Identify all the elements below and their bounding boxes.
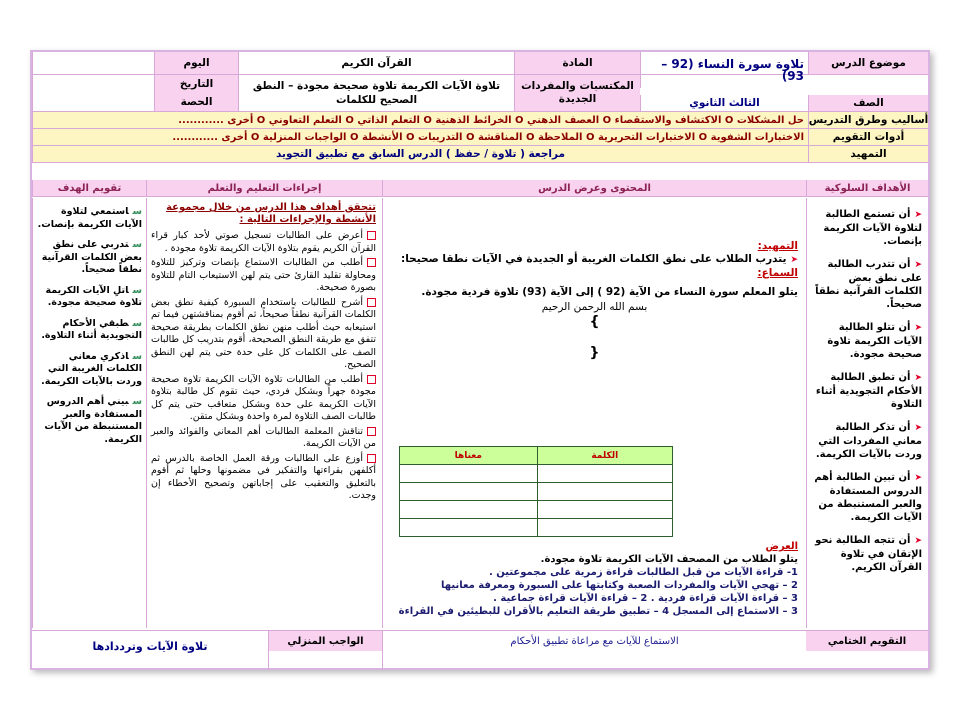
topic-label: موضوع الدرس — [808, 52, 928, 74]
col-header-objectives: الأهداف السلوكية — [806, 180, 928, 197]
objective-item: ➤أن تتلو الطالبة الآيات الكريمة تلاوة صحيحة مجودة. — [827, 322, 922, 360]
procedures-column — [146, 198, 382, 628]
table-row — [400, 447, 673, 465]
procedure-item: أشرح للطالبات باستخدام السبورة كيفية نطق بعض الكلمات القرآنية نطقاً صحيحاً، ثم أقوم بمناقشتهن فيما تم استيعابه حيث أطلب منهن نطق الكلمات بطريقة صحيحة تتفق مع طريقة النطق الصحيحة، أقوم بتدريب كل طالبات الصف على الكلمات كل على حدة حتى يتم لهن النطق الصحيح. — [151, 296, 376, 370]
final-eval-value-cell — [382, 630, 806, 670]
period-label: الحصة — [180, 96, 213, 108]
tools-label: أدوات التقويم — [808, 129, 928, 145]
procedure-item: أوزع على الطالبات ورقة العمل الخاصة بالدرس ثم أكلفهن بقراءتها والتفكير في مضمونها وحلها ثم أقوم بالتعليق والتعقيب على إجاباتهن وتصحيح الأخطاء إن وجدت. — [151, 452, 376, 501]
listen-text: يتلو المعلم سورة النساء من الآية (92 ) إلى الآية (93) تلاوة فردية مجودة. — [421, 286, 798, 298]
evaluation-item: ساذكري معاني الكلمات الغريبة التي وردت بالآيات الكريمة. — [41, 350, 142, 387]
objectives-list — [807, 208, 928, 574]
procedure-item: تناقش المعلمة الطالبات أهم المعاني والفوائد والعبر من الآيات الكريمة. — [151, 425, 376, 449]
objective-item: ➤أن تستمع الطالبة لتلاوة الآيات الكريمة بإنصات. — [823, 209, 922, 247]
question-mark: س — [132, 206, 142, 217]
col-header-evaluation: تقويم الهدف — [32, 180, 146, 197]
evaluation-item: ساتلِ الآيات الكريمة تلاوة صحيحة مجودة. — [45, 284, 142, 308]
day-label: اليوم — [154, 52, 238, 74]
checkbox-icon — [367, 258, 376, 267]
arrow-icon: ➤ — [914, 323, 922, 333]
question-mark: س — [132, 284, 142, 296]
procedure-item: أطلب من الطالبات تلاوة الآيات الكريمة تلاوة صحيحة مجودة جهراً وبشكل فردي، حيث تقوم كل طالبة بتلاوة الآيات الكريمة على حدة وبشكل متعاقب حتى يتم كل طالبات الصف التلاوة لمرة واحدة وبشكل متقن. — [151, 373, 376, 422]
intro-text: ➤يتدرب الطلاب على نطق الكلمات الغريبة أو الجديدة في الآيات نطقا صحيحا: — [401, 253, 798, 265]
checkbox-icon — [367, 454, 376, 463]
basmala: بسم الله الرحمن الرحيم — [541, 301, 648, 313]
final-eval-value: الاستماع للآيات مع مراعاة تطبيق الأحكام — [510, 635, 679, 647]
arrow-icon: ➤ — [914, 210, 922, 220]
procedure-item: أعرض على الطالبات تسجيل صوتي لأحد كبار قراء القرآن الكريم يقوم بتلاوة الآيات الكريمة تلاوة مجودة . — [151, 230, 376, 254]
evaluation-item: سبيني أهم الدروس المستفادة والعبر المستنبطة من الآيات الكريمة. — [44, 396, 142, 445]
question-mark: س — [132, 239, 142, 250]
homework-label: الواجب المنزلي — [269, 631, 382, 651]
vocab-label: المكتسبات والمفردات الجديدة — [514, 75, 640, 111]
objective-item: ➤أن تذكر الطالبة معاني المفردات التي وردت بالآيات الكريمة. — [815, 422, 922, 460]
present-text: يتلو الطلاب من المصحف الآيات الكريمة تلاوة مجودة. — [540, 554, 798, 565]
table-header-meaning: معناها — [400, 447, 538, 465]
date-label: التاريخ — [179, 78, 214, 90]
question-mark: س — [132, 396, 142, 407]
methods-value: حل المشكلات O الاكتشاف والاستقصاء O العصف الذهني O الخرائط الذهنية O التعلم الذاتي O التعلم التعاوني O أخرى ............ — [32, 112, 808, 128]
date-period-labels — [154, 75, 238, 111]
checkbox-icon — [367, 298, 376, 307]
objective-item: ➤أن تتجه الطالبة نحو الإتقان في تلاوة القرآن الكريم. — [815, 535, 922, 573]
evaluation-item: ساستمعي لتلاوة الآيات الكريمة بإنصات. — [37, 206, 142, 230]
table-row — [400, 465, 673, 483]
question-mark: س — [132, 317, 142, 329]
evaluation-item: ستدربي على نطق بعض الكلمات القرآنية نطقاً صحيحاً. — [41, 239, 142, 275]
intro-value: مراجعة ( تلاوة / حفظ ) الدرس السابق مع تطبيق التجويد — [32, 146, 808, 162]
homework-value: تلاوة الآيات وترددادها — [92, 639, 208, 653]
subject-label: المادة — [514, 52, 640, 74]
lesson-plan-sheet — [30, 50, 930, 670]
content-column — [382, 198, 806, 628]
grade-label: الصف — [808, 95, 928, 111]
intro-title: التمهيد: — [757, 240, 798, 252]
procedure-item: أطلب من الطالبات الاستماع بإنصات وتركيز للتلاوة ومحاولة تقليد القارئ حتى يتم لهن الاستيعاب التام للتلاوة بصورة صحيحة. — [151, 257, 376, 293]
brace-open: } — [589, 314, 600, 330]
col-header-content: المحتوى وعرض الدرس — [382, 180, 806, 197]
brace-close: { — [589, 345, 600, 361]
arrow-icon: ➤ — [914, 473, 922, 483]
checkbox-icon — [367, 375, 376, 384]
intro-label: التمهيد — [808, 146, 928, 162]
steps-list — [389, 566, 798, 618]
homework-value-cell — [32, 630, 268, 670]
grade-value: الثالث الثانوي — [640, 95, 808, 111]
procedures-title: تتحقق أهداف هذا الدرس من خلال مجموعة الأنشطة والإجراءات التالية : — [166, 202, 376, 225]
table-header-word: الكلمة — [537, 447, 672, 465]
step-item: 3 – قراءة الآيات قراءة فردية . 2 – قراءة الآيات قراءة جماعية . — [493, 593, 798, 604]
vocab-table — [399, 446, 673, 537]
arrow-icon: ➤ — [914, 373, 922, 383]
tools-value: الاختبارات الشفوية O الاختبارات التحريرية O الملاحظة O المناقشة O التدريبات O الأنشطة O الواجبات المنزلية O أخرى ............ — [32, 129, 808, 145]
question-mark: س — [132, 350, 142, 362]
homework-label-cell — [268, 630, 382, 670]
methods-label: أساليب وطرق التدريس — [808, 114, 928, 126]
objective-item: ➤أن تطبق الطالبة الأحكام التجويدية أثناء التلاوة — [815, 372, 922, 410]
topic-value: تلاوة سورة النساء (92 – 93) — [640, 52, 808, 88]
evaluation-column — [32, 198, 146, 628]
table-row — [400, 501, 673, 519]
objectives-column — [806, 198, 928, 628]
objective-item: ➤أن تبين الطالبة أهم الدروس المستفادة والعبر المستنبطة من الآيات الكريمة. — [814, 472, 922, 523]
header-grid — [32, 52, 928, 180]
table-row — [400, 483, 673, 501]
arrow-icon: ➤ — [914, 423, 922, 433]
procedures-list — [147, 228, 382, 503]
final-eval-label-cell — [806, 630, 928, 670]
date-period-values — [32, 75, 154, 111]
subject-value: القرآن الكريم — [238, 52, 514, 74]
final-eval-label: التقويم الختامي — [806, 631, 928, 651]
step-item: 3 – الاستماع إلى المسجل 4 – تطبيق طريقة التعليم بالأقران للبطيئين في القراءة — [398, 606, 798, 617]
arrow-icon: ➤ — [914, 260, 922, 270]
objective-item: ➤أن تتدرب الطالبة على نطق بعض الكلمات القرآنية نطقاً صحيحاً. — [815, 259, 922, 310]
day-value — [32, 52, 154, 74]
table-row — [400, 519, 673, 537]
arrow-icon: ➤ — [790, 255, 798, 265]
arrow-icon: ➤ — [914, 536, 922, 546]
listen-title: السماع: — [757, 267, 798, 279]
checkbox-icon — [367, 427, 376, 436]
col-header-procedures: إجراءات التعليم والتعلم — [146, 180, 382, 197]
checkbox-icon — [367, 231, 376, 240]
step-item: 1- قراءة الآيات من قبل الطالبات قراءة زمرية على مجموعتين . — [488, 567, 798, 578]
step-item: 2 – تهجي الآيات والمفردات الصعبة وكتابتها على السبورة ومعرفة معانيها — [441, 580, 798, 591]
evaluation-list — [33, 206, 146, 446]
present-title: العرض — [765, 541, 798, 552]
vocab-value: تلاوة الآيات الكريمة تلاوة صحيحة مجودة – النطق الصحيح للكلمات — [238, 75, 514, 111]
evaluation-item: سطبقي الأحكام التجويدية أثناء التلاوة. — [41, 317, 142, 341]
